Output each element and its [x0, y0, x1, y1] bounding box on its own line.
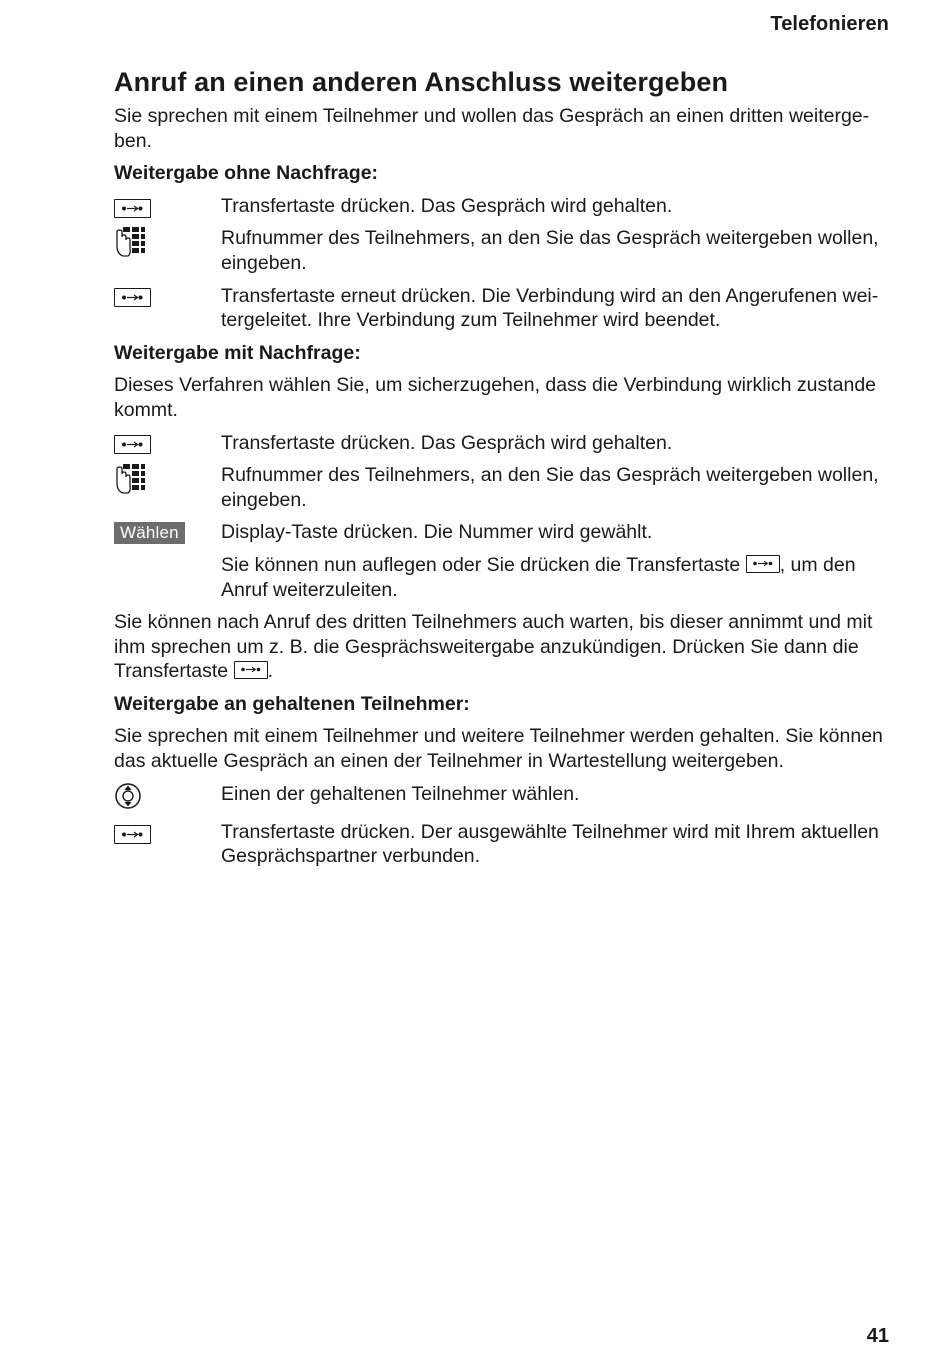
- step: [114, 782, 890, 812]
- step: [114, 226, 890, 275]
- transfer-key-icon: [114, 288, 151, 307]
- transfer-key-icon: [114, 435, 151, 454]
- transfer-key-icon: [114, 825, 151, 844]
- display-key-waehlen: Wählen: [114, 522, 185, 544]
- note-before: Sie können nun auflegen oder Sie drücken die Transfertaste: [221, 553, 741, 576]
- subheading-with-query: Weitergabe mit Nachfrage:: [114, 341, 361, 364]
- step-text: Einen der gehaltenen Teilnehmer wählen.: [221, 782, 580, 805]
- step-text: Transfertaste drücken. Der ausgewählte Teilnehmer wird mit Ihrem aktuellen Gesprächspartner verbunden.: [221, 820, 879, 868]
- step-text: Transfertaste drücken. Das Gespräch wird gehalten.: [221, 194, 673, 217]
- subheading-held: Weitergabe an gehaltenen Teilnehmer:: [114, 692, 470, 715]
- step-text: Transfertaste drücken. Das Gespräch wird gehalten.: [221, 431, 673, 454]
- running-head: Telefonieren: [770, 13, 889, 35]
- transfer-key-icon: [746, 555, 780, 573]
- step-text: Display-Taste drücken. Die Nummer wird gewählt.: [221, 521, 653, 544]
- step: [114, 194, 890, 219]
- with-query-intro: Dieses Verfahren wählen Sie, um sicherzugehen, dass die Verbindung wirklich zustande kommt.: [114, 374, 877, 421]
- page-number: 41: [866, 1325, 889, 1347]
- page-title: Anruf an einen anderen Anschluss weitergeben: [114, 67, 729, 97]
- held-intro: Sie sprechen mit einem Teilnehmer und weitere Teilnehmer werden gehalten. Sie können das aktuelle Gespräch an einen der Teilnehmer in Wartestellung weitergeben.: [114, 725, 883, 773]
- wait-end: .: [267, 660, 273, 683]
- step: [114, 431, 890, 456]
- note-text: [221, 553, 890, 602]
- note-after: , um den Anruf weiterzuleiten.: [221, 553, 856, 601]
- transfer-key-icon: [234, 661, 268, 679]
- step-text: Rufnummer des Teilnehmers, an den Sie das Gespräch weitergeben wollen, eingeben.: [221, 227, 879, 274]
- transfer-key-icon: [114, 199, 151, 218]
- step-text: Transfertaste erneut drücken. Die Verbindung wird an den Angerufenen wei-tergeleitet. Ihre Verbindung zum Teilnehmer wird beendet.: [221, 284, 879, 332]
- step-note: [114, 553, 890, 602]
- subheading-without-query: Weitergabe ohne Nachfrage:: [114, 162, 379, 185]
- navigation-key-icon: [114, 782, 144, 812]
- step: [114, 520, 890, 545]
- keypad-icon: [114, 463, 146, 497]
- step-text: Rufnummer des Teilnehmers, an den Sie das Gespräch weitergeben wollen, eingeben.: [221, 464, 879, 511]
- step: [114, 463, 890, 512]
- step: [114, 820, 890, 869]
- wait-text: Sie können nach Anruf des dritten Teilnehmers auch warten, bis dieser annimmt und mit ihm sprechen um z. B. die Gesprächsweitergabe anzukündigen. Drücken Sie dann die Transfertaste: [114, 611, 873, 683]
- keypad-icon: [114, 226, 146, 260]
- intro-paragraph: Sie sprechen mit einem Teilnehmer und wollen das Gespräch an einen dritten weiterge-ben.: [114, 105, 870, 152]
- wait-paragraph: [114, 610, 890, 684]
- page-content: [114, 64, 890, 877]
- step: [114, 284, 890, 333]
